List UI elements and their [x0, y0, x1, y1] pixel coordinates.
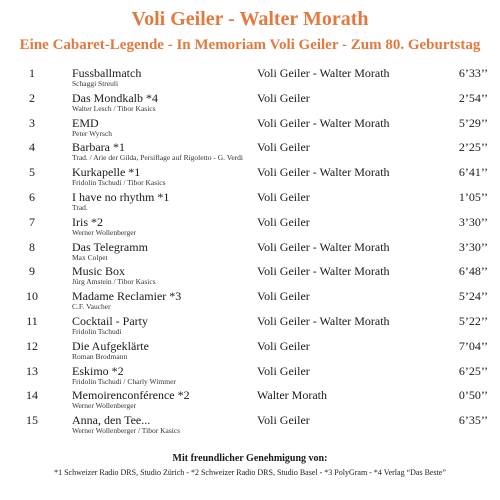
track-row [0, 411, 500, 436]
track-duration: 2’54’’ [458, 90, 488, 105]
track-credit: C.F. Vaucher [72, 302, 111, 312]
track-number: 2 [29, 90, 35, 105]
track-row [0, 89, 500, 114]
album-subtitle: Eine Cabaret-Legende - In Memoriam Voli Geiler - Zum 80. Geburtstag [19, 37, 481, 53]
track-artist: Voli Geiler [257, 90, 310, 105]
track-duration: 3’30’’ [458, 214, 488, 229]
track-row [0, 312, 500, 337]
track-credit: Fridolin Tschudi / Tibor Kasics [72, 178, 166, 188]
track-title: Eskimo *2 [72, 363, 124, 378]
track-row [0, 262, 500, 287]
track-artist: Voli Geiler - Walter Morath [257, 165, 390, 180]
track-number: 1 [29, 66, 35, 80]
track-number: 12 [26, 338, 38, 353]
track-artist: Voli Geiler [257, 140, 310, 155]
track-duration: 6’48’’ [458, 264, 488, 279]
track-artist: Voli Geiler [257, 338, 310, 353]
track-artist: Voli Geiler [257, 289, 310, 304]
track-row [0, 337, 500, 362]
track-row [0, 213, 500, 238]
track-duration: 6’41’’ [458, 165, 488, 180]
track-title: I have no rhythm *1 [72, 189, 170, 204]
track-row [0, 114, 500, 139]
album-title: Voli Geiler - Walter Morath [131, 8, 369, 30]
track-row [0, 386, 500, 411]
track-duration: 7’04’’ [458, 338, 488, 353]
track-duration: 5’29’’ [458, 115, 488, 130]
track-duration: 2’25’’ [458, 140, 488, 155]
footer-credits: *1 Schweizer Radio DRS, Studio Zürich - *2 Schweizer Radio DRS, Studio Basel - *3 PolyGram - *4 Verlag “Das Beste” [54, 468, 446, 477]
track-title: Memoirenconférence *2 [72, 388, 190, 403]
track-duration: 6’35’’ [458, 413, 488, 428]
track-number: 5 [29, 165, 35, 180]
track-credit: Schaggi Streuli [72, 79, 119, 88]
track-artist: Voli Geiler - Walter Morath [257, 313, 390, 328]
track-credit: Fridolin Tschudi [72, 326, 122, 336]
track-artist: Voli Geiler [257, 214, 310, 229]
track-duration: 3’30’’ [458, 239, 488, 254]
track-artist: Voli Geiler - Walter Morath [257, 239, 390, 254]
track-credit: Trad. / Arie der Gilda, Persiflage auf Rigoletto - G. Verdi [72, 153, 244, 163]
track-duration: 1’05’’ [458, 189, 488, 204]
track-row [0, 362, 500, 387]
footer-title: Mit freundlicher Genehmigung von: [172, 453, 328, 464]
track-credit: Werner Wollenberger [72, 401, 137, 411]
track-title: Cocktail - Party [72, 313, 148, 328]
track-credit: Werner Wollenberger [72, 227, 137, 237]
track-duration: 5’22’’ [458, 313, 488, 328]
track-credit: Trad. [72, 202, 88, 212]
track-number: 15 [26, 413, 38, 428]
track-row [0, 188, 500, 213]
track-credit: Peter Wyrsch [72, 128, 113, 138]
track-row [0, 163, 500, 188]
track-title: Iris *2 [72, 214, 103, 229]
track-number: 7 [29, 214, 35, 229]
track-number: 6 [29, 189, 35, 204]
track-title: Barbara *1 [72, 140, 125, 155]
track-number: 11 [26, 313, 38, 328]
track-duration: 5’24’’ [458, 289, 488, 304]
track-row [0, 238, 500, 263]
track-credit: Roman Brodmann [72, 351, 128, 361]
track-credit: Werner Wollenberger / Tibor Kasics [72, 426, 181, 436]
track-credit: Jürg Amstein / Tibor Kasics [72, 277, 156, 287]
track-row [0, 287, 500, 312]
track-title: EMD [72, 115, 99, 130]
track-number: 9 [29, 264, 35, 279]
track-artist: Voli Geiler - Walter Morath [257, 115, 390, 130]
track-artist: Voli Geiler [257, 363, 310, 378]
track-title: Anna, den Tee... [72, 413, 151, 428]
track-duration: 0’50’’ [458, 388, 488, 403]
track-number: 4 [29, 140, 35, 155]
track-list [0, 64, 500, 436]
track-title: Fussballmatch [72, 66, 142, 80]
track-number: 3 [29, 115, 35, 130]
track-row [0, 138, 500, 163]
track-row [0, 64, 500, 89]
track-artist: Voli Geiler - Walter Morath [257, 66, 390, 80]
track-credit: Fridolin Tschudi / Charly Wimmer [72, 376, 176, 386]
track-title: Kurkapelle *1 [72, 165, 141, 180]
track-duration: 6’25’’ [458, 363, 488, 378]
track-artist: Voli Geiler [257, 413, 310, 428]
track-number: 8 [29, 239, 35, 254]
track-number: 14 [26, 388, 38, 403]
track-title: Das Mondkalb *4 [72, 90, 158, 105]
track-artist: Voli Geiler [257, 189, 310, 204]
track-credit: Walter Lesch / Tibor Kasics [72, 103, 156, 113]
track-credit: Max Colpet [72, 252, 108, 262]
track-title: Das Telegramm [72, 239, 148, 254]
track-artist: Walter Morath [257, 388, 328, 403]
track-number: 13 [26, 363, 38, 378]
track-title: Madame Reclamier *3 [72, 289, 182, 304]
track-title: Die Aufgeklärte [72, 338, 149, 353]
track-artist: Voli Geiler - Walter Morath [257, 264, 390, 279]
track-duration: 6’33’’ [458, 66, 488, 80]
track-title: Music Box [72, 264, 126, 279]
track-number: 10 [26, 289, 38, 304]
